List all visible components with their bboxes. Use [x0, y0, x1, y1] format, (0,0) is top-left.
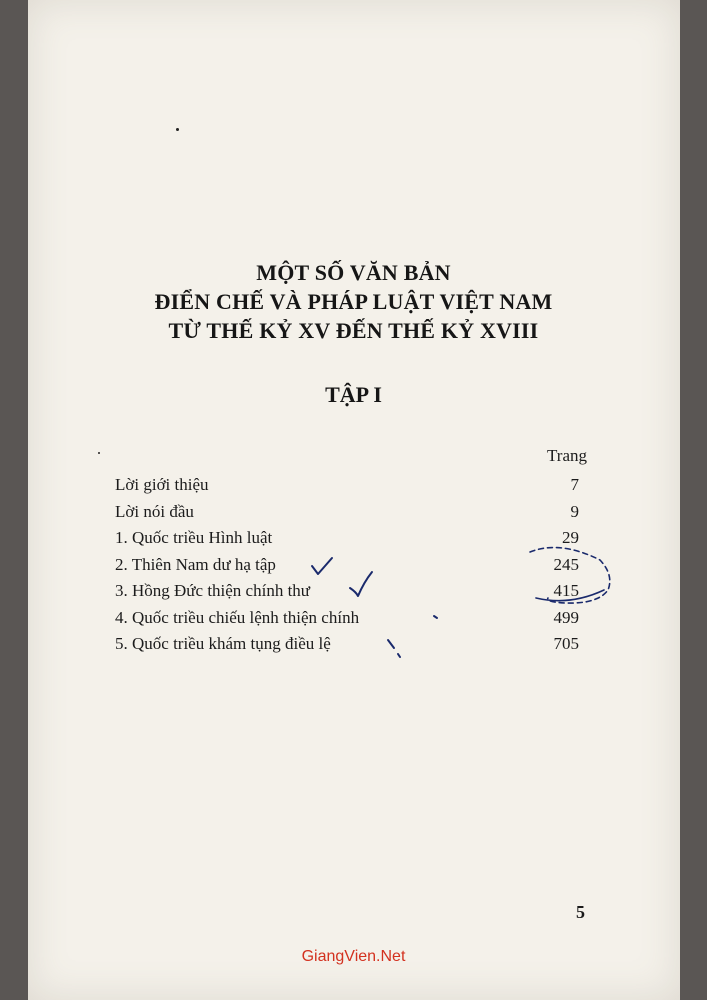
watermark: GiangVien.Net	[301, 948, 406, 965]
page-number: 5	[576, 902, 585, 922]
table-of-contents	[115, 472, 579, 658]
toc-entry-page: 499	[553, 607, 579, 627]
toc-entry	[115, 605, 579, 632]
toc-entry-page: 245	[553, 554, 579, 574]
volume-heading: TẬP I	[325, 382, 382, 407]
toc-entry	[115, 499, 579, 526]
page-column-header: Trang	[547, 446, 587, 465]
toc-entry	[115, 472, 579, 499]
toc-entry-page: 29	[562, 528, 579, 547]
title-line: ĐIỂN CHẾ VÀ PHÁP LUẬT VIỆT NAM	[154, 289, 553, 314]
speck	[98, 452, 100, 454]
toc-entry-title: Lời giới thiệu	[115, 475, 209, 494]
toc-entry	[115, 578, 579, 605]
toc-entry-title: Lời nói đầu	[115, 501, 194, 521]
toc-entry-page: 7	[570, 475, 579, 494]
toc-entry	[115, 631, 579, 658]
title-line: MỘT SỐ VĂN BẢN	[256, 260, 451, 285]
toc-entry-page: 9	[570, 501, 579, 521]
toc-entry-title: 2. Thiên Nam dư hạ tập	[115, 554, 276, 574]
toc-entry-title: 1. Quốc triều Hình luật	[115, 528, 273, 547]
toc-entry-page: 705	[553, 634, 579, 653]
book-title	[0, 258, 707, 345]
title-line: TỪ THẾ KỶ XV ĐẾN THẾ KỶ XVIII	[168, 318, 539, 343]
toc-entry-title: 3. Hồng Đức thiện chính thư	[115, 581, 311, 600]
toc-entry-page: 415	[553, 581, 579, 600]
toc-entry	[115, 552, 579, 579]
toc-entry	[115, 525, 579, 552]
speck	[176, 128, 179, 131]
toc-entry-title: 5. Quốc triều khám tụng điều lệ	[115, 634, 331, 653]
toc-entry-title: 4. Quốc triều chiếu lệnh thiện chính	[115, 607, 360, 627]
